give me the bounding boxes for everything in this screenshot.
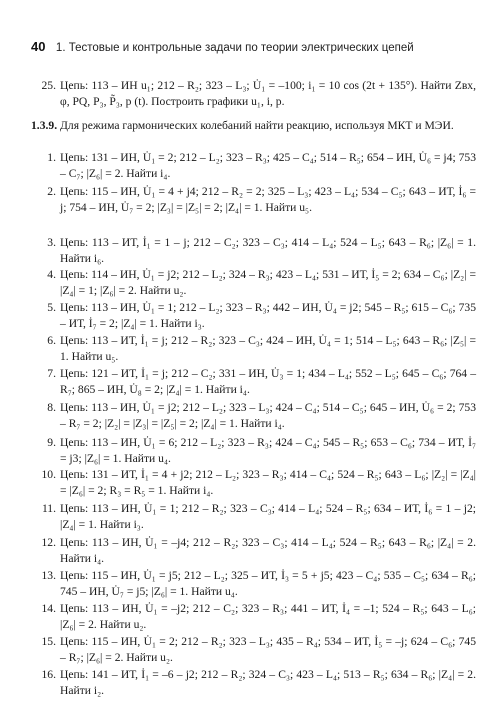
problem-text: Цепь: 113 – ИН, U̇₁ = 1; 212 – R₂; 323 – C₃; 414 – L₄; 524 – R₅; 634 – ИТ, İ₆ = 1 – j2; |Z₄| = 1. Найти i₃.	[60, 502, 476, 531]
problem-text: Цепь: 113 – ИТ, İ₁ = j; 212 – R₂; 323 – C₃; 424 – ИН, U̇₄ = 1; 514 – L₅; 643 – R₆; |Z₅| = 1. Найти u₅.	[60, 334, 476, 363]
problem-item	[36, 667, 476, 699]
problem-number: 8.	[47, 401, 56, 414]
problem-text: Цепь: 115 – ИН, U̇₁ = j5; 212 – L₂; 325 – ИТ, İ₃ = 5 + j5; 423 – C₄; 535 – C₅; 634 – R₆; 745 – ИН, U̇₇ = j5; |Z₆| = 1. Найти u₄.	[60, 569, 476, 598]
problem-text: Цепь: 131 – ИН, U̇₁ = 2; 212 – L₂; 323 – R₃; 425 – C₄; 514 – R₅; 654 – ИН, U̇₆ = j4; 753 – C₇; |Z₆| = 2. Найти i₄.	[60, 151, 476, 180]
problem-number: 10.	[41, 468, 56, 481]
problem-number: 15.	[41, 635, 56, 648]
problem-text: Цепь: 113 – ИН, U̇₁ = 1; 212 – L₂; 323 – R₃; 442 – ИН, U̇₄ = j2; 545 – R₅; 615 – C₆; 735 – ИТ, İ₇ = 2; |Z₄| = 1. Найти i₃.	[60, 301, 476, 330]
problem-number: 16.	[41, 668, 56, 681]
problem-text: Цепь: 113 – ИТ, İ₁ = 1 – j; 212 – C₂; 323 – C₃; 414 – L₄; 524 – L₅; 643 – R₆; |Z₆| = 1. Найти i₆.	[60, 236, 476, 265]
problem-item	[36, 435, 476, 467]
problem-number: 7.	[47, 367, 56, 380]
problem-item	[36, 150, 476, 182]
problem-number: 13.	[41, 569, 56, 582]
problem-number: 1.	[47, 151, 56, 164]
problem-text: Цепь: 141 – ИТ, İ₁ = –6 – j2; 212 – R₂; 324 – C₃; 423 – L₄; 513 – R₅; 634 – R₆; |Z₄| = 2. Найти i₂.	[60, 668, 476, 697]
problem-text: Цепь: 115 – ИН, U̇₁ = 4 + j4; 212 – R₂ = 2; 325 – L₃; 423 – L₄; 534 – C₅; 643 – ИТ, İ₆ = j; 754 – ИН, U̇₇ = 2; |Z₃| = |Z₅| = 2; |Z₄| = 1. Найти u₅.	[60, 185, 476, 214]
problem-number: 12.	[41, 536, 56, 549]
problem-item	[36, 601, 476, 633]
problem-number: 5.	[47, 301, 56, 314]
problem-number: 25.	[41, 79, 56, 92]
problem-number: 6.	[47, 334, 56, 347]
problem-number: 3.	[47, 236, 56, 249]
problem-text: Цепь: 113 – ИН, U̇₁ = j2; 212 – L₂; 323 – L₃; 424 – C₄; 514 – C₅; 645 – ИН, U̇₆ = 2; 753 – R₇ = 2; |Z₂| = |Z₃| = |Z₅| = 2; |Z₄| = 1. Найти i₄.	[60, 401, 476, 430]
problem-text: Цепь: 115 – ИН, U̇₁ = 2; 212 – R₂; 323 – L₃; 435 – R₄; 534 – ИТ, İ₅ = –j; 624 – C₆; 745 – R₇; |Z₆| = 2. Найти u₂.	[60, 635, 476, 664]
problem-item	[36, 535, 476, 567]
problem-item	[36, 235, 476, 267]
problem-item	[36, 467, 476, 499]
problem-number: 9.	[47, 436, 56, 449]
problem-item	[36, 366, 476, 398]
previous-problem	[36, 78, 476, 110]
problem-text: Цепь: 113 – ИН, U̇₁ = –j2; 212 – C₂; 323 – R₃; 441 – ИТ, İ₄ = –1; 524 – R₅; 643 – L₆; |Z₆| = 2. Найти u₂.	[60, 602, 476, 631]
problem-text: Цепь: 114 – ИН, U̇₁ = j2; 212 – L₂; 324 – R₃; 423 – L₄; 531 – ИТ, İ₅ = 2; 634 – C₆; |Z₂| = |Z₄| = 1; |Z₆| = 2. Найти u₂.	[60, 268, 476, 297]
problem-item	[36, 400, 476, 432]
problem-item	[36, 501, 476, 533]
running-header	[31, 38, 471, 56]
problem-number: 11.	[41, 502, 56, 515]
problem-number: 14.	[41, 602, 56, 615]
problem-number: 4.	[47, 268, 56, 281]
problem-text: Цепь: 113 – ИН u₁; 212 – R₂; 323 – L₃; U̇₁ = –100; i₁ = 10 cos (2t + 135°). Найти Zвх, φ, PQ, P₃, P̃₃, p (t). Построить графики u₁, i, p.	[60, 79, 476, 108]
problem-item	[36, 267, 476, 299]
problem-item	[36, 300, 476, 332]
problem-text: Цепь: 121 – ИТ, İ₁ = j; 212 – C₂; 331 – ИН, U̇₃ = 1; 434 – L₄; 552 – L₅; 645 – C₆; 764 – R₇; 865 – ИН, U̇₈ = 2; |Z₄| = 1. Найти i₄.	[60, 367, 476, 396]
problem-item	[36, 634, 476, 666]
problem-text: Цепь: 113 – ИН, U̇₁ = –j4; 212 – R₂; 323 – C₃; 414 – L₄; 524 – R₅; 643 – R₆; |Z₄| = 2. Найти i₄.	[60, 536, 476, 565]
problem-item	[36, 568, 476, 600]
problem-text: Цепь: 113 – ИН, U̇₁ = 6; 212 – L₂; 323 – R₃; 424 – C₄; 545 – R₅; 653 – C₆; 734 – ИТ, İ₇ = j3; |Z₆| = 1. Найти u₄.	[60, 436, 476, 465]
problem-item	[36, 184, 476, 216]
problem-number: 2.	[47, 185, 56, 198]
section-number: 1.3.9.	[31, 119, 58, 132]
section-text: Для режима гармонических колебаний найти реакцию, используя МКТ и МЭИ.	[60, 119, 454, 132]
page-number: 40	[31, 39, 46, 54]
problem-item	[36, 333, 476, 365]
problem-text: Цепь: 131 – ИТ, İ₁ = 4 + j2; 212 – L₂; 323 – R₃; 414 – C₄; 524 – R₅; 643 – L₆; |Z₂| = |Z₄| = |Z₆| = 2; R₃ = R₅ = 1. Найти i₄.	[60, 468, 476, 497]
section-heading	[31, 118, 476, 134]
chapter-title: 1. Тестовые и контрольные задачи по теории электрических цепей	[55, 42, 414, 54]
